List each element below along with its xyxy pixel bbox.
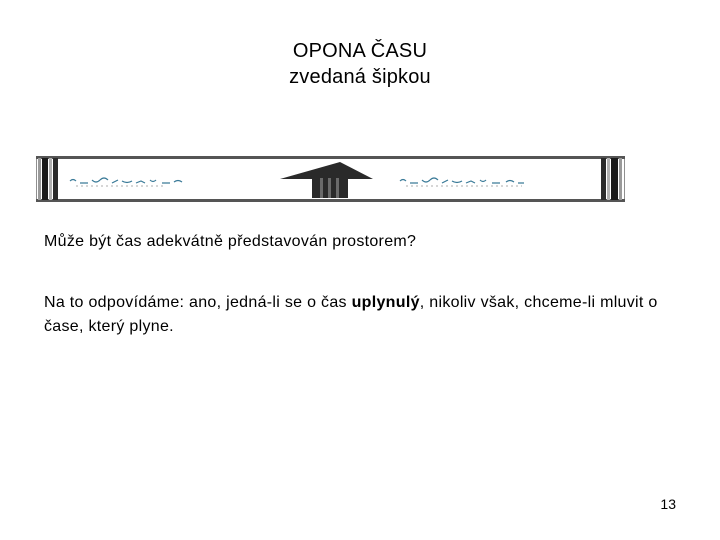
right-cap-outer xyxy=(619,158,622,200)
curtain-bar-graphic xyxy=(36,156,625,202)
answer-emphasis: uplynulý xyxy=(351,294,420,311)
bar-top-edge xyxy=(36,156,625,159)
answer-text-before: Na to odpovídáme: ano, jedná-li se o čas xyxy=(44,294,352,311)
right-cap-dark xyxy=(611,158,618,200)
answer-text-after: , nikoliv však, chceme-li mluvit o čase, který plyne. xyxy=(44,294,658,335)
answer-paragraph xyxy=(44,291,664,339)
left-cap-inner xyxy=(53,158,58,200)
right-cap-light xyxy=(607,158,610,200)
right-cap-inner xyxy=(601,158,606,200)
time-curtain-illustration xyxy=(36,156,625,202)
slide-title xyxy=(0,38,720,90)
title-line-2: zvedaná šipkou xyxy=(289,66,431,88)
left-cap-dark xyxy=(42,158,48,200)
title-line-1: OPONA ČASU xyxy=(292,40,428,62)
question-text: Může být čas adekvátně představován prostorem? xyxy=(44,233,417,250)
left-cap-outer xyxy=(38,158,41,200)
left-cap-light xyxy=(49,158,52,200)
page-number: 13 xyxy=(660,496,676,512)
bar-bottom-edge xyxy=(36,199,625,202)
